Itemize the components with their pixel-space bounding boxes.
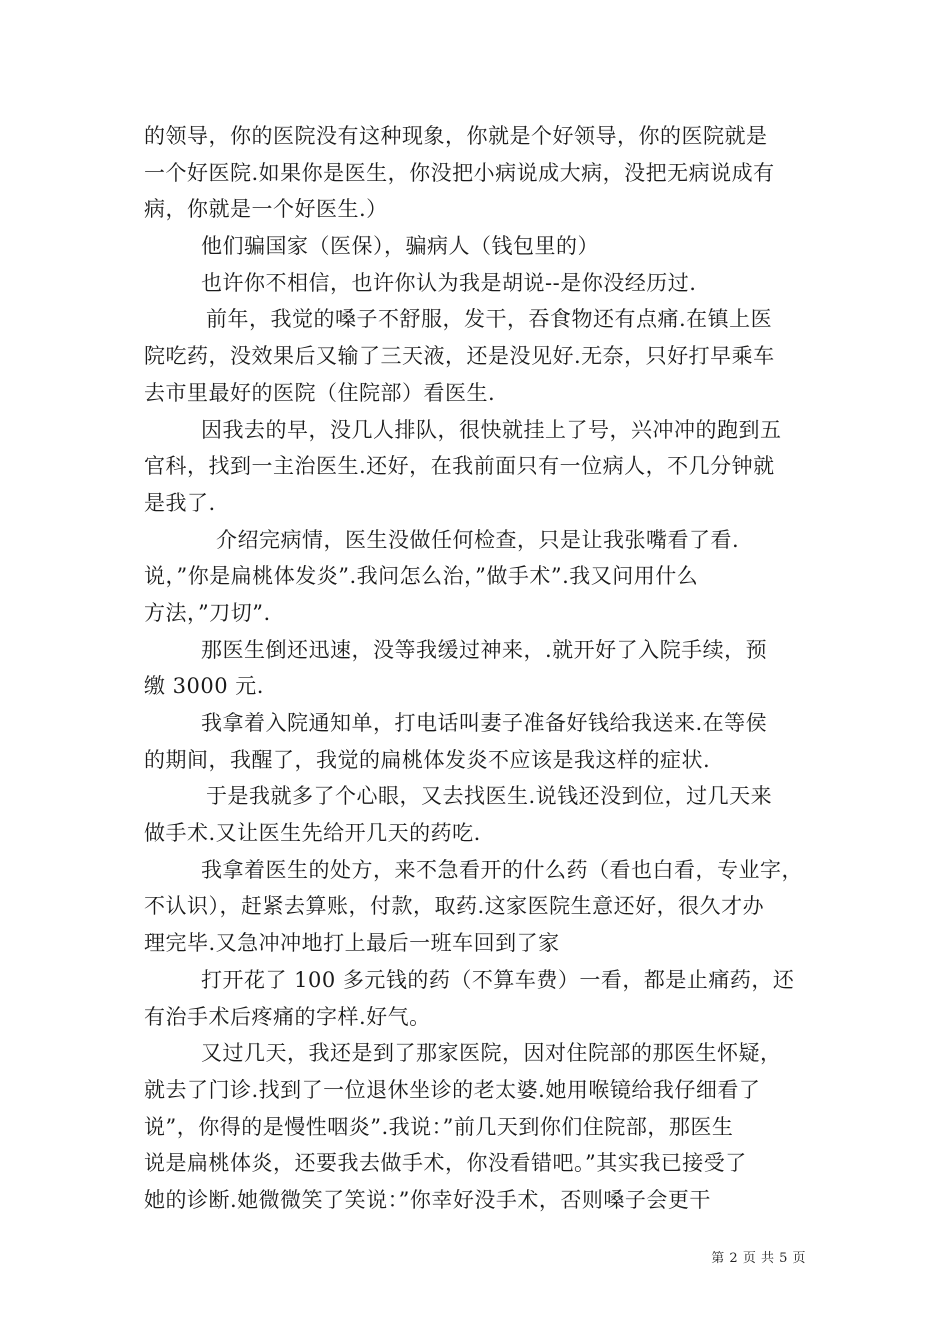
text-line: 有治手术后疼痛的字样.好气。	[144, 1004, 431, 1029]
text-line: 的期间，我醒了，我觉的扁桃体发炎不应该是我这样的症状.	[144, 747, 711, 772]
text-line: 院吃药，没效果后又输了三天液，还是没见好.无奈，只好打早乘车	[144, 344, 775, 369]
text-line: 他们骗国家（医保），骗病人（钱包里的）	[201, 234, 599, 259]
text-line: 介绍完病情，医生没做任何检查，只是让我张嘴看了看.	[216, 527, 740, 552]
paragraph-1	[144, 118, 834, 228]
text-line: 病，你就是一个好医生.）	[144, 197, 388, 222]
paragraph-8	[144, 705, 834, 778]
paragraph-11	[144, 962, 834, 1035]
text-line: 也许你不相信，也许你认为我是胡说--是你没经历过.	[201, 270, 697, 295]
text-line: 的领导，你的医院没有这种现象，你就是个好领导，你的医院就是	[144, 124, 768, 148]
text-line: 就去了门诊.找到了一位退休坐诊的老太婆.她用喉镜给我仔细看了	[144, 1077, 761, 1102]
text-line: 说是扁桃体炎，还要我去做手术，你没看错吧。”其实我已接受了	[144, 1151, 747, 1176]
text-line: 说，”你是扁桃体发炎”.我问怎么治，”做手术”.我又问用什么	[144, 564, 699, 589]
text-line: 理完毕.又急冲冲地打上最后一班车回到了家	[144, 931, 560, 956]
text-line: 我拿着入院通知单，打电话叫妻子准备好钱给我送来.在等侯	[201, 711, 768, 735]
paragraph-2	[144, 228, 834, 265]
text-line: 我拿着医生的处方，来不急看开的什么药（看也白看，专业字，	[201, 857, 803, 882]
paragraph-3	[144, 265, 834, 302]
paragraph-5	[144, 412, 834, 522]
text-line: 于是我就多了个心眼，又去找医生.说钱还没到位，过几天来	[206, 784, 773, 809]
text-line: 说”，你得的是慢性咽炎”.我说：”前几天到你们住院部，那医生	[144, 1114, 734, 1139]
text-line: 因我去的早，没几人排队，很快就挂上了号，兴冲冲的跑到五	[201, 417, 782, 442]
text-line: 前年，我觉的嗓子不舒服，发干，吞食物还有点痛.在镇上医	[206, 307, 773, 332]
text-line: 她的诊断.她微微笑了笑说：”你幸好没手术，否则嗓子会更干	[144, 1187, 711, 1212]
text-line: 方法，”刀切”.	[144, 600, 271, 625]
text-line: 那医生倒还迅速，没等我缓过神来，.就开好了入院手续，预	[201, 637, 768, 662]
page-number: 第 2 页 共 5 页	[711, 1251, 806, 1266]
paragraph-7	[144, 632, 834, 705]
text-line: 一个好医院.如果你是医生，你没把小病说成大病，没把无病说成有	[144, 160, 775, 185]
text-line: 打开花了 100 多元钱的药（不算车费）一看，都是止痛药，还	[201, 967, 795, 992]
text-line: 缴 3000 元.	[144, 674, 264, 699]
text-line: 又过几天，我还是到了那家医院，因对住院部的那医生怀疑，	[201, 1041, 782, 1066]
paragraph-4	[144, 301, 834, 411]
paragraph-6	[144, 522, 834, 632]
text-line: 不认识），赶紧去算账，付款，取药.这家医院生意还好，很久才办	[144, 894, 765, 919]
paragraph-10	[144, 852, 834, 962]
document-body	[144, 118, 834, 1219]
paragraph-12	[144, 1035, 834, 1218]
text-line: 去市里最好的医院（住院部）看医生.	[144, 380, 496, 405]
paragraph-9	[144, 778, 834, 851]
text-line: 官科，找到一主治医生.还好，在我前面只有一位病人，不几分钟就	[144, 454, 775, 479]
text-line: 是我了.	[144, 490, 216, 515]
text-line: 做手术.又让医生先给开几天的药吃.	[144, 821, 481, 846]
